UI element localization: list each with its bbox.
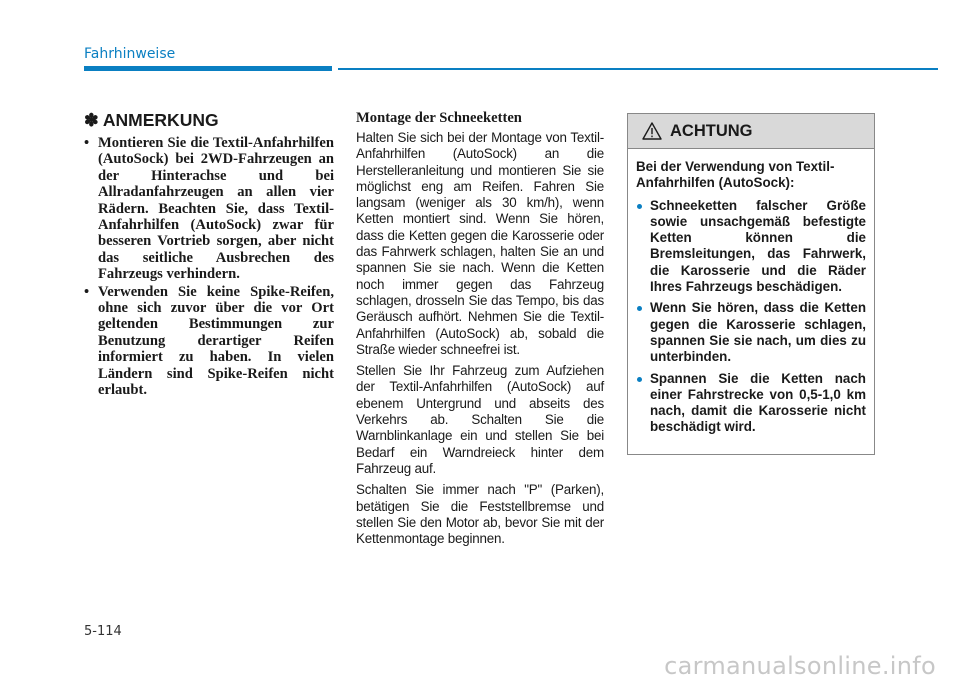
list-item: [84, 284, 334, 399]
caution-header: [628, 114, 874, 149]
list-item-text: Wenn Sie hören, dass die Ketten gegen die Karosserie schlagen, spannen Sie sie nach, um dies zu unterbinden.: [650, 300, 866, 365]
page-number: 5-114: [84, 624, 122, 639]
list-item: [636, 198, 866, 296]
mounting-section: [356, 110, 604, 552]
paragraph: Stellen Sie Ihr Fahrzeug zum Aufziehen der Textil-Anfahrhilfen (AutoSock) auf ebenem Untergrund und abseits des Verkehrs ab. Schalten Sie die Warnblinkanlage ein und stellen Sie bei Bedarf ein Warndreieck hinter dem Fahrzeug auf.: [356, 363, 604, 476]
bullet-icon: •: [84, 135, 90, 151]
paragraph: Schalten Sie immer nach "P" (Parken), betätigen Sie die Feststellbremse und stellen Sie den Motor ab, bevor Sie mit der Kettenmontage beginnen.: [356, 482, 604, 547]
asterisk-icon: ✽: [84, 110, 99, 130]
list-item-text: Schneeketten falscher Größe sowie unsachgemäß befestigte Ketten können die Bremsleitungen, das Fahrwerk, die Karosserie und die Räder Ihres Fahrzeugs beschädigen.: [650, 197, 866, 295]
list-item-text: Montieren Sie die Textil-Anfahrhilfen (AutoSock) bei 2WD-Fahrzeugen an der Hinterachse und bei Allradanfahrzeugen an allen vier Rädern. Beachten Sie, dass Textil-Anfahrhilfen (AutoSock) zwar für besseren Vortrieb sorgen, aber nicht das seitliche Ausbrechen des Fahrzeugs verhindern.: [98, 135, 334, 283]
caution-box: [627, 113, 875, 455]
list-item: [636, 300, 866, 365]
note-list: [84, 135, 334, 399]
caution-title: ACHTUNG: [670, 121, 753, 140]
caution-intro: Bei der Verwendung von Textil-Anfahrhilfen (AutoSock):: [636, 159, 835, 191]
mounting-heading: Montage der Schneeketten: [356, 110, 522, 126]
header-rule-thin: [338, 68, 938, 70]
bullet-icon: •: [84, 283, 90, 300]
note-heading: [84, 110, 334, 131]
caution-list: [636, 198, 866, 436]
bullet-dot-icon: [637, 204, 642, 209]
header-rule-thick: [84, 66, 332, 71]
caution-body: [628, 149, 874, 436]
warning-triangle-icon: [642, 122, 662, 140]
watermark: carmanualsonline.info: [664, 652, 936, 680]
list-item-text: Spannen Sie die Ketten nach einer Fahrstrecke von 0,5-1,0 km nach, damit die Karosserie nicht beschädigt wird.: [650, 370, 866, 435]
paragraph: Halten Sie sich bei der Montage von Textil-Anfahrhilfen (AutoSock) an die Herstelleranleitung und montieren Sie sie möglichst eng am Reifen. Fahren Sie langsam (weniger als 30 km/h), wenn Ketten montiert sind. Wenn Sie hören, dass die Ketten gegen die Karosserie oder das Fahrwerk schlagen, halten Sie an und spannen Sie sie nach. Wenn die Ketten noch immer gegen das Fahrzeug schlagen, drosseln Sie das Tempo, bis das Geräusch aufhört. Nehmen Sie die Textil-Anfahrhilfen (AutoSock) ab, sobald die Straße wieder schneefrei ist.: [356, 130, 604, 357]
section-title: Fahrhinweise: [84, 46, 176, 62]
note-heading-text: ANMERKUNG: [102, 110, 219, 130]
bullet-dot-icon: [637, 306, 642, 311]
bullet-dot-icon: [637, 377, 642, 382]
note-section: [84, 110, 334, 400]
list-item: [84, 135, 334, 283]
list-item-text: Verwenden Sie keine Spike-Reifen, ohne sich zuvor über die vor Ort geltenden Bestimmungen zur Benutzung derartiger Reifen informiert zu haben. In vielen Ländern sind Spike-Reifen nicht erlaubt.: [98, 283, 334, 399]
list-item: [636, 371, 866, 436]
